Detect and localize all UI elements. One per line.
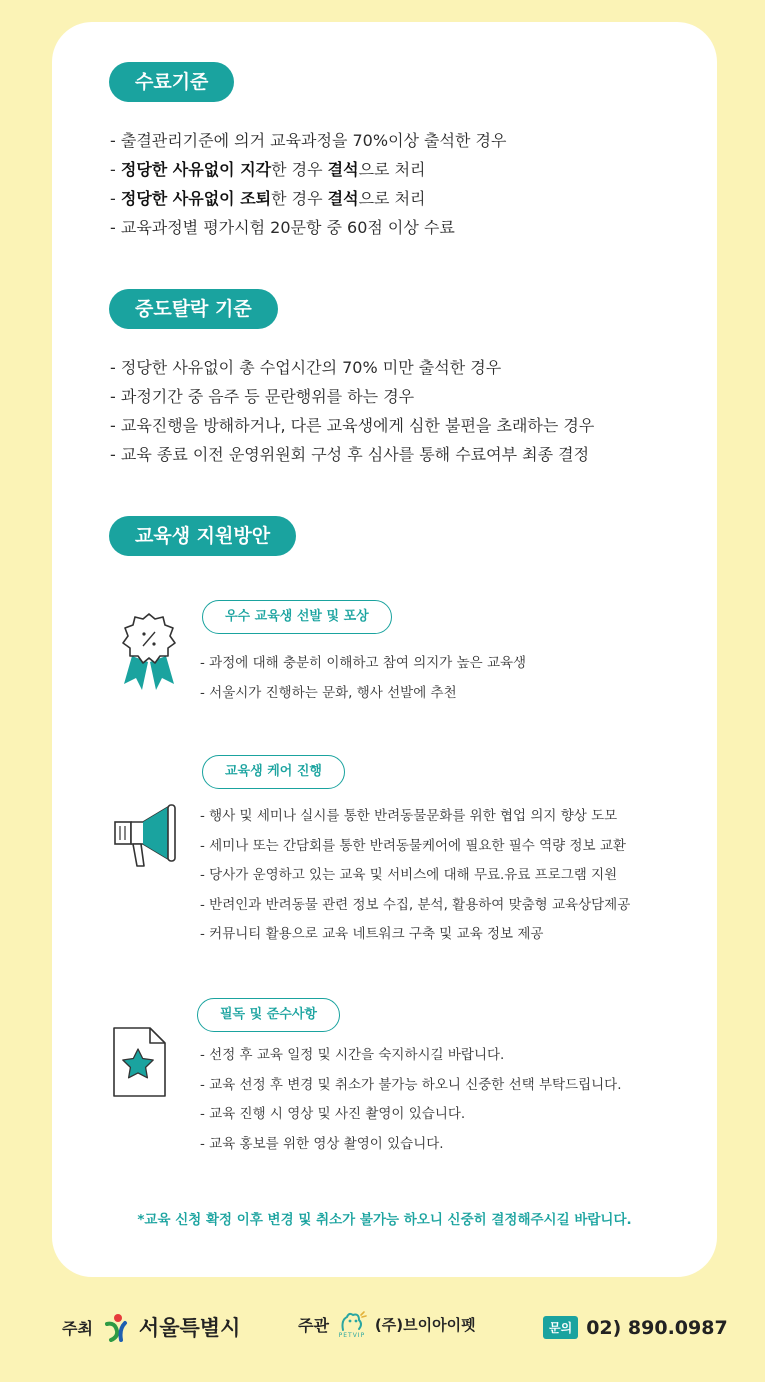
dropout-item: - 교육 종료 이전 운영위원회 구성 후 심사를 통해 수료여부 최종 결정 [110, 445, 590, 464]
item-text: - 교육과정별 평가시험 20문항 중 60점 이상 수료 [110, 218, 455, 237]
section-title-support: 교육생 지원방안 [109, 516, 296, 556]
care-item: - 행사 및 세미나 실시를 통한 반려동물문화를 위한 협업 의지 향상 도모 [200, 808, 618, 824]
petvip-dog-icon [337, 1310, 367, 1332]
content-card [52, 22, 717, 1277]
item-text: 으로 처리 [358, 189, 426, 208]
support-block-title-notice: 필독 및 준수사항 [197, 998, 340, 1032]
completion-item [110, 184, 506, 213]
emphasis-text: 결석 [327, 160, 359, 179]
completion-item [110, 155, 506, 184]
award-item: - 과정에 대해 충분히 이해하고 참여 의지가 높은 교육생 [200, 655, 527, 671]
emphasis-text: 정당한 사유없이 지각 [120, 160, 272, 179]
seoul-logo-icon [101, 1312, 131, 1342]
dropout-criteria-list [110, 353, 594, 469]
emphasis-text: 정당한 사유없이 조퇴 [120, 189, 272, 208]
footer [0, 1306, 765, 1350]
petvip-logo-text: PETVIP [338, 1332, 366, 1339]
host-label: 주최 [62, 1318, 93, 1338]
completion-item [110, 213, 506, 242]
emphasis-text: 결석 [327, 189, 359, 208]
organizer [298, 1310, 476, 1339]
organizer-name: (주)브이아이펫 [374, 1316, 476, 1334]
notice-text: *교육 신청 확정 이후 변경 및 취소가 불가능 하오니 신중히 결정해주시길 바랍니다. [137, 1212, 632, 1228]
item-text: - [110, 189, 121, 208]
care-item: - 세미나 또는 간담회를 통한 반려동물케어에 필요한 필수 역량 정보 교환 [200, 837, 626, 854]
petvip-logo [337, 1310, 367, 1339]
contact [543, 1316, 728, 1339]
completion-item [110, 126, 506, 155]
megaphone-icon [114, 802, 182, 870]
care-item: - 커뮤니티 활용으로 교육 네트워크 구축 및 교육 정보 제공 [200, 926, 544, 942]
support-block-title-award: 우수 교육생 선발 및 포상 [202, 600, 392, 634]
notice-item: - 교육 진행 시 영상 및 사진 촬영이 있습니다. [200, 1106, 466, 1122]
notice-list [200, 1041, 622, 1159]
notice-item: - 교육 선정 후 변경 및 취소가 불가능 하오니 신중한 선택 부탁드립니다. [200, 1076, 622, 1093]
organizer-label: 주관 [298, 1316, 329, 1335]
care-item: - 당사가 운영하고 있는 교육 및 서비스에 대해 무료.유료 프로그램 지원 [200, 867, 618, 883]
care-item: - 반려인과 반려동물 관련 정보 수집, 분석, 활용하여 맞춤형 교육상담제공 [200, 896, 631, 913]
support-block-title-care: 교육생 케어 진행 [202, 755, 345, 789]
host-name: 서울특별시 [138, 1316, 241, 1340]
care-list [200, 802, 630, 950]
host [62, 1312, 240, 1342]
section-title-completion: 수료기준 [109, 62, 234, 102]
item-text: 한 경우 [271, 189, 328, 208]
award-list [200, 649, 526, 708]
item-text: 한 경우 [271, 160, 328, 179]
notice-item: - 교육 홍보를 위한 영상 촬영이 있습니다. [200, 1135, 444, 1152]
contact-phone[interactable]: 02) 890.0987 [586, 1316, 728, 1339]
award-ribbon-icon [118, 610, 180, 692]
award-item: - 서울시가 진행하는 문화, 행사 선발에 추천 [200, 684, 457, 701]
star-document-icon [112, 1026, 168, 1098]
item-text: - [110, 160, 121, 179]
notice-item: - 선정 후 교육 일정 및 시간을 숙지하시길 바랍니다. [200, 1047, 505, 1063]
dropout-item: - 교육진행을 방해하거나, 다른 교육생에게 심한 불편을 초래하는 경우 [110, 416, 595, 435]
dropout-item: - 정당한 사유없이 총 수업시간의 70% 미만 출석한 경우 [110, 358, 502, 377]
completion-criteria-list [110, 126, 506, 242]
item-text: - 출결관리기준에 의거 교육과정을 70%이상 출석한 경우 [110, 131, 507, 150]
section-title-dropout: 중도탈락 기준 [109, 289, 278, 329]
contact-label: 문의 [543, 1316, 578, 1339]
dropout-item: - 과정기간 중 음주 등 문란행위를 하는 경우 [110, 387, 415, 406]
item-text: 으로 처리 [358, 160, 426, 179]
